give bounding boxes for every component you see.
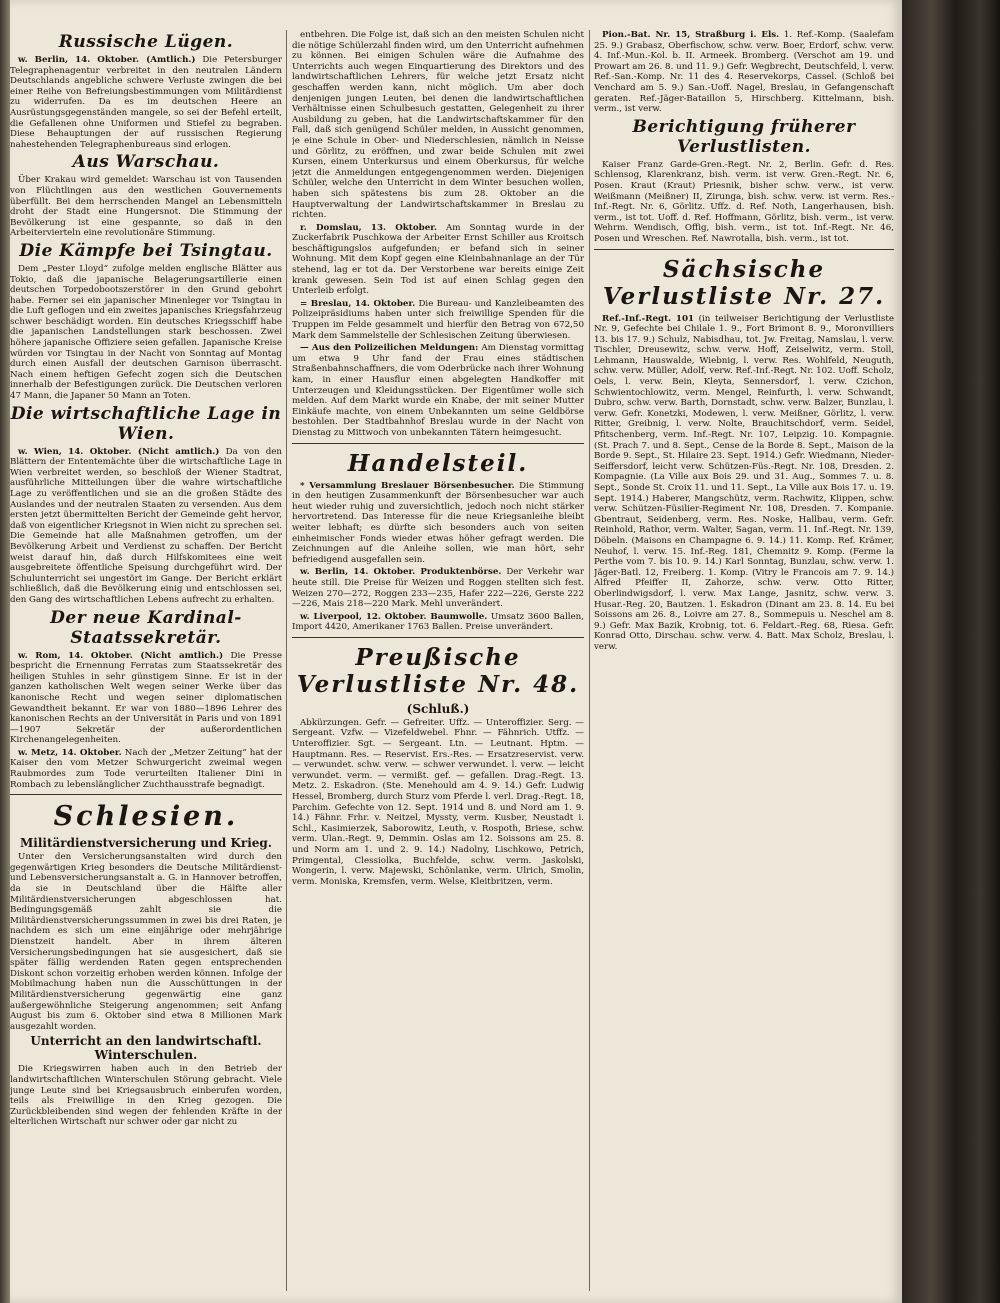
article-body: [292, 343, 584, 438]
article-headline: Schlesien.: [53, 801, 239, 833]
article: [10, 608, 282, 746]
article-dateline: Ref.-Inf.-Regt. 101: [602, 313, 695, 324]
article: [292, 612, 584, 633]
article: [594, 117, 894, 245]
article: [292, 343, 584, 438]
article: [292, 644, 584, 888]
article-dateline: Pion.-Bat. Nr. 15, Straßburg i. Els.: [602, 30, 780, 40]
article-body: [10, 748, 282, 790]
article-text: Die Presse bespricht die Ernennung Ferratas zum Staatssekretär des heiligen Stuhles in sehr günstigem Sinne. Er ist in der ganzen katholischen Welt wegen seiner Werke über das kanonische Recht und wegen seiner diplomatischen Gewandtheit bekannt. Er war von 1880—1896 Lehrer des kanonischen Rechts an der Universität in Paris und von 1891—1907 Sekretär der außerordentlichen Kirchenangelegenheiten.: [10, 650, 282, 746]
article: [10, 801, 282, 1032]
article-text: Umsatz 3600 Ballen, Import 4420, Amerikaner 1763 Ballen. Preise unverändert.: [292, 611, 584, 633]
article: [292, 30, 584, 221]
article-body: [10, 852, 282, 1032]
article-text: Die Petersburger Telegraphenagentur verbreitet in den neutralen Ländern Deutschlands angebliche schwere Verluste zwingen die bei einer Reihe von Befreiungsbestimmungen vom Militärdienst zu widerrufen. Da es im deutschen Heere an Ausrüstungsgegenständen mangele, so sei der Befehl erteilt, die Gefallenen ohne Uniformen und Stiefel zu begraben. Diese Behauptungen der auf russischen Regierung nahestehenden Telegraphenbureaus sind erlogen.: [10, 55, 282, 150]
article-headline: Aus Warschau.: [72, 152, 220, 173]
article: [594, 256, 894, 653]
article-subheadline: (Schluß.): [406, 701, 470, 716]
article-dateline: w. Liverpool, 12. Oktober. Baumwolle.: [300, 611, 488, 622]
article-headline: Russische Lügen.: [58, 32, 234, 52]
column-3: [594, 30, 894, 1291]
article-text: Die Kriegswirren haben auch in den Betrieb der landwirtschaftlichen Winterschulen Störung gebracht. Viele junge Leute sind bei Kriegsausbruch einberufen worden, teils als Freiwillige in den Krieg gezogen. Die Zurückbleibenden sind wegen der fehlenden Kräfte in der elterlichen Wirtschaft nur schwer oder gar nicht zu: [10, 1064, 282, 1128]
article-body: [292, 223, 584, 297]
article-body: [292, 612, 584, 633]
article-body: [10, 175, 282, 239]
section-divider: [292, 637, 584, 638]
article-body: [10, 447, 282, 606]
article-text: entbehren. Die Folge ist, daß sich an den meisten Schulen nicht die nötige Schülerzahl finden wird, um den Unterricht aufnehmen zu können. Bei einigen Schulen wäre die Aufnahme des Unterrichts auch wegen Einquartierung des Direktors und des landwirtschaftlichen Lehrers, für welche jetzt Ersatz nicht geschaffen werden kann, nicht möglich. Um aber doch denjenigen jungen Leuten, bei denen die landwirtschaftlichen Verhältnisse einen Schulbesuch gestatten, Gelegenheit zu ihrer Ausbildung zu geben, hat die Landwirtschaftskammer für den Fall, daß sich genügend Schüler melden, in Aussicht genommen, je eine Schule in Ober- und Niederschlesien, nämlich in Neisse und Görlitz, zu eröffnen, und zwar beide Schulen mit zwei Kursen, einem Unterkursus und einem Oberkursus, für welche jetzt die Anmeldungen entgegengenommen werden. Diejenigen Schüler, welche den Unterricht in dem Winter besuchen wollen, haben sich spätestens bis zum 28. Oktober an die Hauptverwaltung der Landwirtschaftskammer in Breslau zu richten.: [292, 30, 584, 221]
article-body: [10, 264, 282, 402]
article-dateline: = Breslau, 14. Oktober.: [300, 298, 416, 309]
column-rule: [286, 30, 287, 1291]
article-subheadline: Militärdienstversicherung und Krieg.: [20, 836, 272, 851]
article-text: Da von den Blättern der Ententemächte über die wirtschaftliche Lage in Wien verbreitet werden, so beschloß der Wiener Stadtrat, ausführliche Mitteilungen über die wahre wirtschaftliche Lage zu veröffentlichen und sie an die großen Städte des Auslandes und der neutralen Staaten zu versenden. Aus dem ersten jetzt übermittelten Bericht der Gemeinde geht hervor, daß von eigentlicher Kriegsnot in Wien nicht zu sprechen sei. Die Gemeinde hat alle Maßnahmen getroffen, um der Bevölkerung Arbeit und Verdienst zu schaffen. Der Bericht weist darauf hin, daß durch Hilfskomitees eine weit ausgebreitete öffentliche Speisung durchgeführt wird. Der Schulunterricht sei ungestört im Gange. Der Bericht erklärt schließlich, daß die Bevölkerung einig und entschlossen sei, den Gang des wirtschaftlichen Lebens aufrecht zu erhalten.: [10, 446, 282, 605]
article: [10, 404, 282, 606]
article: [10, 152, 282, 239]
article-headline: Der neue Kardinal-Staatssekretär.: [50, 607, 242, 648]
article-headline: Die Kämpfe bei Tsingtau.: [19, 240, 273, 261]
article-text: Die Stimmung in den heutigen Zusammenkunft der Börsenbesucher war auch heut wieder ruhig und zuversichtlich, jedoch noch nicht stärker hervortretend. Das Interesse für die neue Kriegsanleihe bleibt weiter lebhaft; es dürfte sich besonders auch von seiten einheimischer Fonds wieder etwas höher gefragt werden. Die Zeichnungen auf die Anleihe sollen, wie man hört, sehr befriedigend ausgefallen sein.: [292, 480, 584, 565]
article-dateline: r. Domslau, 13. Oktober.: [300, 222, 438, 233]
article-headline: Die wirtschaftliche Lage in Wien.: [10, 403, 282, 444]
article: [594, 30, 894, 115]
article-body: [594, 30, 894, 115]
article-body: [594, 160, 894, 245]
article-text: Die Bureau- und Kanzleibeamten des Polizeipräsidiums haben unter sich freiwillige Spenden für die Truppen im Felde gesammelt und hierfür den Betrag von 672,50 Mark dem Sammelstelle der Schlesischen Zeitung überwiesen.: [292, 298, 584, 341]
article-text: Kaiser Franz Garde-Gren.-Regt. Nr. 2, Berlin. Gefr. d. Res. Schlensog, Klarenkranz, bish. verm. ist verw. Gren.-Regt. Nr. 6, Posen. Kraut (Kraut) Priesnik, bisher schw. verw., ist verw. Weißmann (Meißner) II, Zirunga, bish. schw. verw. ist verm. Res.-Inf.-Regt. Nr. 6, Görlitz. Uffz. d. Ref. Noth, Langerhausen, bish. verm., ist tot. Uoff. d. Ref. Hoffmann, Görlitz, bish. verm., ist verw. Wehrm. Wendisch, Offig, bish. verm., ist tot. Inf.-Regt. Nr. 46, Posen und Wreschen. Ref. Nawrotalla, bish. verm., ist tot.: [594, 159, 894, 244]
article: [292, 450, 584, 566]
section-divider: [10, 794, 282, 795]
article-dateline: * Versammlung Breslauer Börsenbesucher.: [300, 480, 515, 491]
article-body: [10, 55, 282, 150]
section-divider: [292, 443, 584, 444]
article: [292, 223, 584, 297]
article-text: (in teilweiser Berichtigung der Verlustliste Nr. 9, Gefechte bei Chilale 1. 9., Fort Brimont 8. 9., Moronvilliers 13. bis 17. 9.) Schulz, Nabisdhau, tot. Jw. Freitag, Namslau, l. verw. Tischler, Dreusewitz, schw. verw. Hoff, Zeiselwitz, verm. Stoll, Lehmann, Hauswalde, Wiebnig, l. verw. Res. Wohlfeld, Neuguth, schw. verw. Müller, Adolf, verw. Ref.-Inf.-Regt. Nr. 102. Uoff. Scholz, Oels, l. verw. Bein, Kleyta, Sennersdorf, l. verw. Czichon, Schwientochlowitz, verm. Mengel, Reinfurth, l. verw. Schwandt, Dubro, schw. verw. Barth, Dornstadt, schw. verw. Balzer, Bunzlau, l. verw. Gefr. Konetzki, Modewen, l. verw. Meißner, Görlitz, l. verw. Ritter, Greibnig, l. verw. Nolte, Brauchitschdorf, verm. Seidel, Pfitschenberg, verm. Inf.-Regt. Nr. 107, Leipzig. 10. Kompagnie. (St. Prach 7. und 8. Sept., Cense de la Borde 8. Sept., Maison de la Borde 9. Sept., St. Hilaire 23. Sept. 1914.) Gefr. Wiedmann, Nieder-Seiffersdorf, leicht verw. Schützen-Füs.-Regt. Nr. 108, Dresden. 2. Kompagnie. (La Ville aux Bois 29. und 31. Aug., Sommes 7. u. 8. Sept., Sonde St. Croix 11. und 11. Sept., La Ville aux Bois 17. u. 19. Sept. 1914.) Haberer, Mangschütz, verm. Rachwitz, Klippen, schw. verw. Schützen-Füsilier-Regiment Nr. 108, Dresden. 7. Kompanie. Gbentraut, Seidenberg, verm. Res. Noske, Hallbau, verm. Gefr. Reinhold, Rathor, verm. Walter, Sagan, verm. 11. Inf.-Regt. Nr. 139, Döbeln. (Maisons en Champagne 6. 9. 14.) 11. Komp. Ref. Krämer, Neuhof, l. verw. 15. Inf.-Reg. 181, Chemnitz 9. Komp. (Ferme la Perthe vom 7. bis 10. 9. 14.) Karl Sonntag, Bunzlau, schw. verw. 1. Jäger-Batl. 12, Freiberg. 1. Komp. (Vitry le Francois am 7. 9. 14.) Alfred Pfeiffer II, Zahorze, schw. verw. Otto Ritter, Oberlindwigsdorf, l. verw. Max Lange, Jasnitz, schw. verw. 3. Husar.-Reg. 20, Bautzen. 1. Eskadron (Dinant am 23. 8. 14. Eu bei Soissons am 26. 8., Loivre am 27. 8., Sommepuis u. Neschel am 8. 9.) Gefr. Max Bazik, Krobnig, tot. 6. Feldart.-Reg. 68, Riesa. Gefr. Konrad Otto, Dirschau. schw. verw. 4. Batt. Max Scholz, Breslau, l. verw.: [594, 313, 894, 652]
article-dateline: w. Berlin, 14. Oktober. (Amtlich.): [18, 55, 196, 65]
article-headline: Handelsteil.: [347, 449, 529, 477]
article-body: [292, 718, 584, 888]
article-text: Am Sonntag wurde in der Zuckerfabrik Puschkowa der Arbeiter Ernst Schiller aus Kroitsch beschäftigungslos aufgefunden; er befand sich in seiner Wohnung. Mit dem Kopf gegen eine Kleinbahnanlage an der Tür stehend, lag er tot da. Der Verstorbene war bereits einige Zeit krank gewesen. Sein Tod ist auf einen Schlag gegen den Unterleib erfolgt.: [292, 222, 584, 297]
article-text: Der Verkehr war heute still. Die Preise für Weizen und Roggen stellten sich fest. Weizen 270—272, Roggen 233—235, Hafer 222—226, Gerste 222—226, Mais 218—220 Mark. Mehl unverändert.: [292, 567, 584, 610]
article-headline: Sächsische Verlustliste Nr. 27.: [602, 255, 886, 310]
article-dateline: w. Wien, 14. Oktober. (Nicht amtlich.): [18, 446, 220, 457]
article-text: Über Krakau wird gemeldet: Warschau ist von Tausenden von Flüchtlingen aus den westlichen Gouvernements überfüllt. Bei dem herrschenden Mangel an Lebensmitteln droht der Stadt eine Hungersnot. Die Stimmung der Bevölkerung ist eine gespannte, so daß in den Arbeitervierteln eine revolutionäre Stimmung.: [10, 175, 282, 239]
article-text: Dem „Pester Lloyd“ zufolge melden englische Blätter aus Tokio, daß die japanische Belagerungsartillerie einen deutschen Torpedobootszerstörer in den Grund gebohrt habe. Ferner sei ein japanischer Minenleger vor Tsingtau in die Luft geflogen und ein zweites japanisches Kriegsfahrzeug schwer beschädigt worden. Ein deutsches Kriegsschiff habe die japanischen Landstellungen stark beschossen. Zwei höhere japanische Offiziere seien gefallen. Japanische Kreise würden vor Tsingtau in der Nacht von Sonntag auf Montag durch einen Ausfall der deutschen Garnison überrascht. Nach einem heftigen Gefecht zogen sich die Deutschen innerhalb der Befestigungen zurück. Die Deutschen verloren 47 Mann, die Japaner 50 Mann an Toten.: [10, 263, 282, 402]
page-left-edge: [0, 0, 10, 1303]
article-headline: Berichtigung früherer Verlustlisten.: [632, 116, 856, 157]
article-body: [10, 651, 282, 746]
article-body: [594, 314, 894, 653]
article-text: Unter den Versicherungsanstalten wird durch den gegenwärtigen Krieg besonders die Deutsche Militärdienst- und Lebensversicherungsanstalt a. G. in Hannover betroffen, da sie in Deutschland über die Hälfte aller Militärdienstversicherungen abgeschlossen hat. Bedingungsgemäß zahlt sie die Militärdienstversicherungssummen in zwei bis drei Raten, je nachdem es sich um eine einjährige oder mehrjährige Dienstzeit handelt. Aber in ihrem älteren Versicherungsbedingungen hat sie ausgesichert, daß sie später fällig werdenden Raten gegen entsprechenden Diskont schon vorzeitig erhoben werden können. Infolge der Mobilmachung haben nun die Ausschüttungen in der Militärdienstversicherung gegenwärtig eine ganz außergewöhnliche Steigerung angenommen; seit Anfang August bis zum 6. Oktober sind etwa 8 Millionen Mark ausgezahlt worden.: [10, 852, 282, 1032]
article: [10, 748, 282, 790]
article-text: Abkürzungen. Gefr. — Gefreiter. Uffz. — Unteroffizier. Serg. — Sergeant. Vzfw. — Vizefeldwebel. Fhnr. — Fähnrich. Utffz. — Unteroffizier. Sgt. — Sergeant. Ltn. — Leutnant. Hptm. — Hauptmann. Res. — Reservist. Ers.-Res. — Ersatzreservist. verw. — verwundet. schw. verw. — schwer verwundet. l. verw. — leicht verwundet. verm. — vermißt. gef. — gefallen. Drag.-Regt. 13. Metz. 2. Eskadron. (Ste. Menehould am 4. 9. 14.) Gefr. Ludwig Hessel, Bromberg, durch Sturz vom Pferde l. verl. Drag.-Regt. 18, Parchim. Gefechte von 12. Sept. 1914 und 8. und Nord am 1. 9. 14.) Fähnr. Frhr. v. Neitzel, Myssty, verm. Kusber, Neustadt i. Schl., Kasimierzek, Saborowitz, Leuth, v. Rospoth, Briese, schw. verm. Ulan.-Regt. 9, Demmin. Oslas am 12. Soissons am 25. 8. und Norm am 1. und 2. 9. 14.) Nadolny, Lischkowo, Petrich, Primgental, Clessiolka, Buchfelde, schw. verm. Jaskolski, Wongerin, l. verw. Majewski, Schönlanke, verm. Ulrich, Smolin, verm. Moniska, Kremsfen, verm. Welse, Kleitbritzen, verm.: [292, 717, 584, 887]
article-dateline: — Aus den Polizeilichen Meldungen:: [300, 343, 479, 354]
article-dateline: w. Metz, 14. Oktober.: [18, 747, 122, 758]
article-body: [292, 30, 584, 221]
article: [292, 567, 584, 609]
article-body: [292, 299, 584, 341]
article-text: 1. Ref.-Komp. (Saalefam 25. 9.) Grabasz, Oberfischow, schw. verw. Boer, Erdorf, schw. verw. 4. Inf.-Mun.-Kol. b. II. Armeek. Bromberg. (Verschot am 19. und Prowart am 26. 8. und 11. 9.) Gefr. Wegbrecht, Deutschfeld, l. verw. Ref.-San.-Komp. Nr. 11 des 4. Reservekorps, Cassel. (Schloß bei Venchard am 5. 9.) San.-Uoff. Nagel, Breslau, in Gefangenschaft geraten. Ref.-Jäger-Bataillon 5, Hirschberg. Kittelmann, bish. verm., ist verw.: [594, 30, 894, 115]
article-subheadline: Unterricht an den landwirtschaftl. Winterschulen.: [30, 1034, 262, 1063]
article-body: [292, 481, 584, 566]
article-text: Nach der „Metzer Zeitung“ hat der Kaiser den vom Metzer Schwurgericht zweimal wegen Raubmordes zum Tode verurteilten Italiener Dini in Rombach zu lebenslänglicher Zuchthausstrafe begnadigt.: [10, 747, 282, 790]
article: [10, 241, 282, 402]
article: [10, 32, 282, 150]
article: [292, 299, 584, 341]
article-headline: Preußische Verlustliste Nr. 48.: [296, 643, 580, 698]
article-dateline: w. Rom, 14. Oktober. (Nicht amtlich.): [18, 650, 224, 661]
article-dateline: w. Berlin, 14. Oktober. Produktenbörse.: [300, 567, 502, 578]
article: [10, 1034, 282, 1128]
column-2: [292, 30, 584, 1291]
column-rule: [589, 30, 590, 1291]
book-binding: [902, 0, 1000, 1303]
article-body: [292, 567, 584, 609]
section-divider: [594, 249, 894, 250]
column-1: [10, 30, 282, 1291]
article-text: Am Dienstag vormittag um etwa 9 Uhr fand der Frau eines städtischen Straßenbahnschaffners, die vom Oderbrücke nach ihrer Wohnung kam, in einer Hausflur einen abgelegten Handkoffer mit Unterzeugen und Kleidungsstücken. Der Eigentümer wolle sich melden. Auf dem Markt wurde ein Knabe, der mit seiner Mutter Einkäufe machte, von einem Unbekannten um seine Geldbörse bestohlen. Der Stadtbahnhof Breslau wurde in der Nacht von Dienstag zu Mittwoch von unbekannten Tätern heimgesucht.: [292, 343, 584, 438]
article-body: [10, 1064, 282, 1128]
